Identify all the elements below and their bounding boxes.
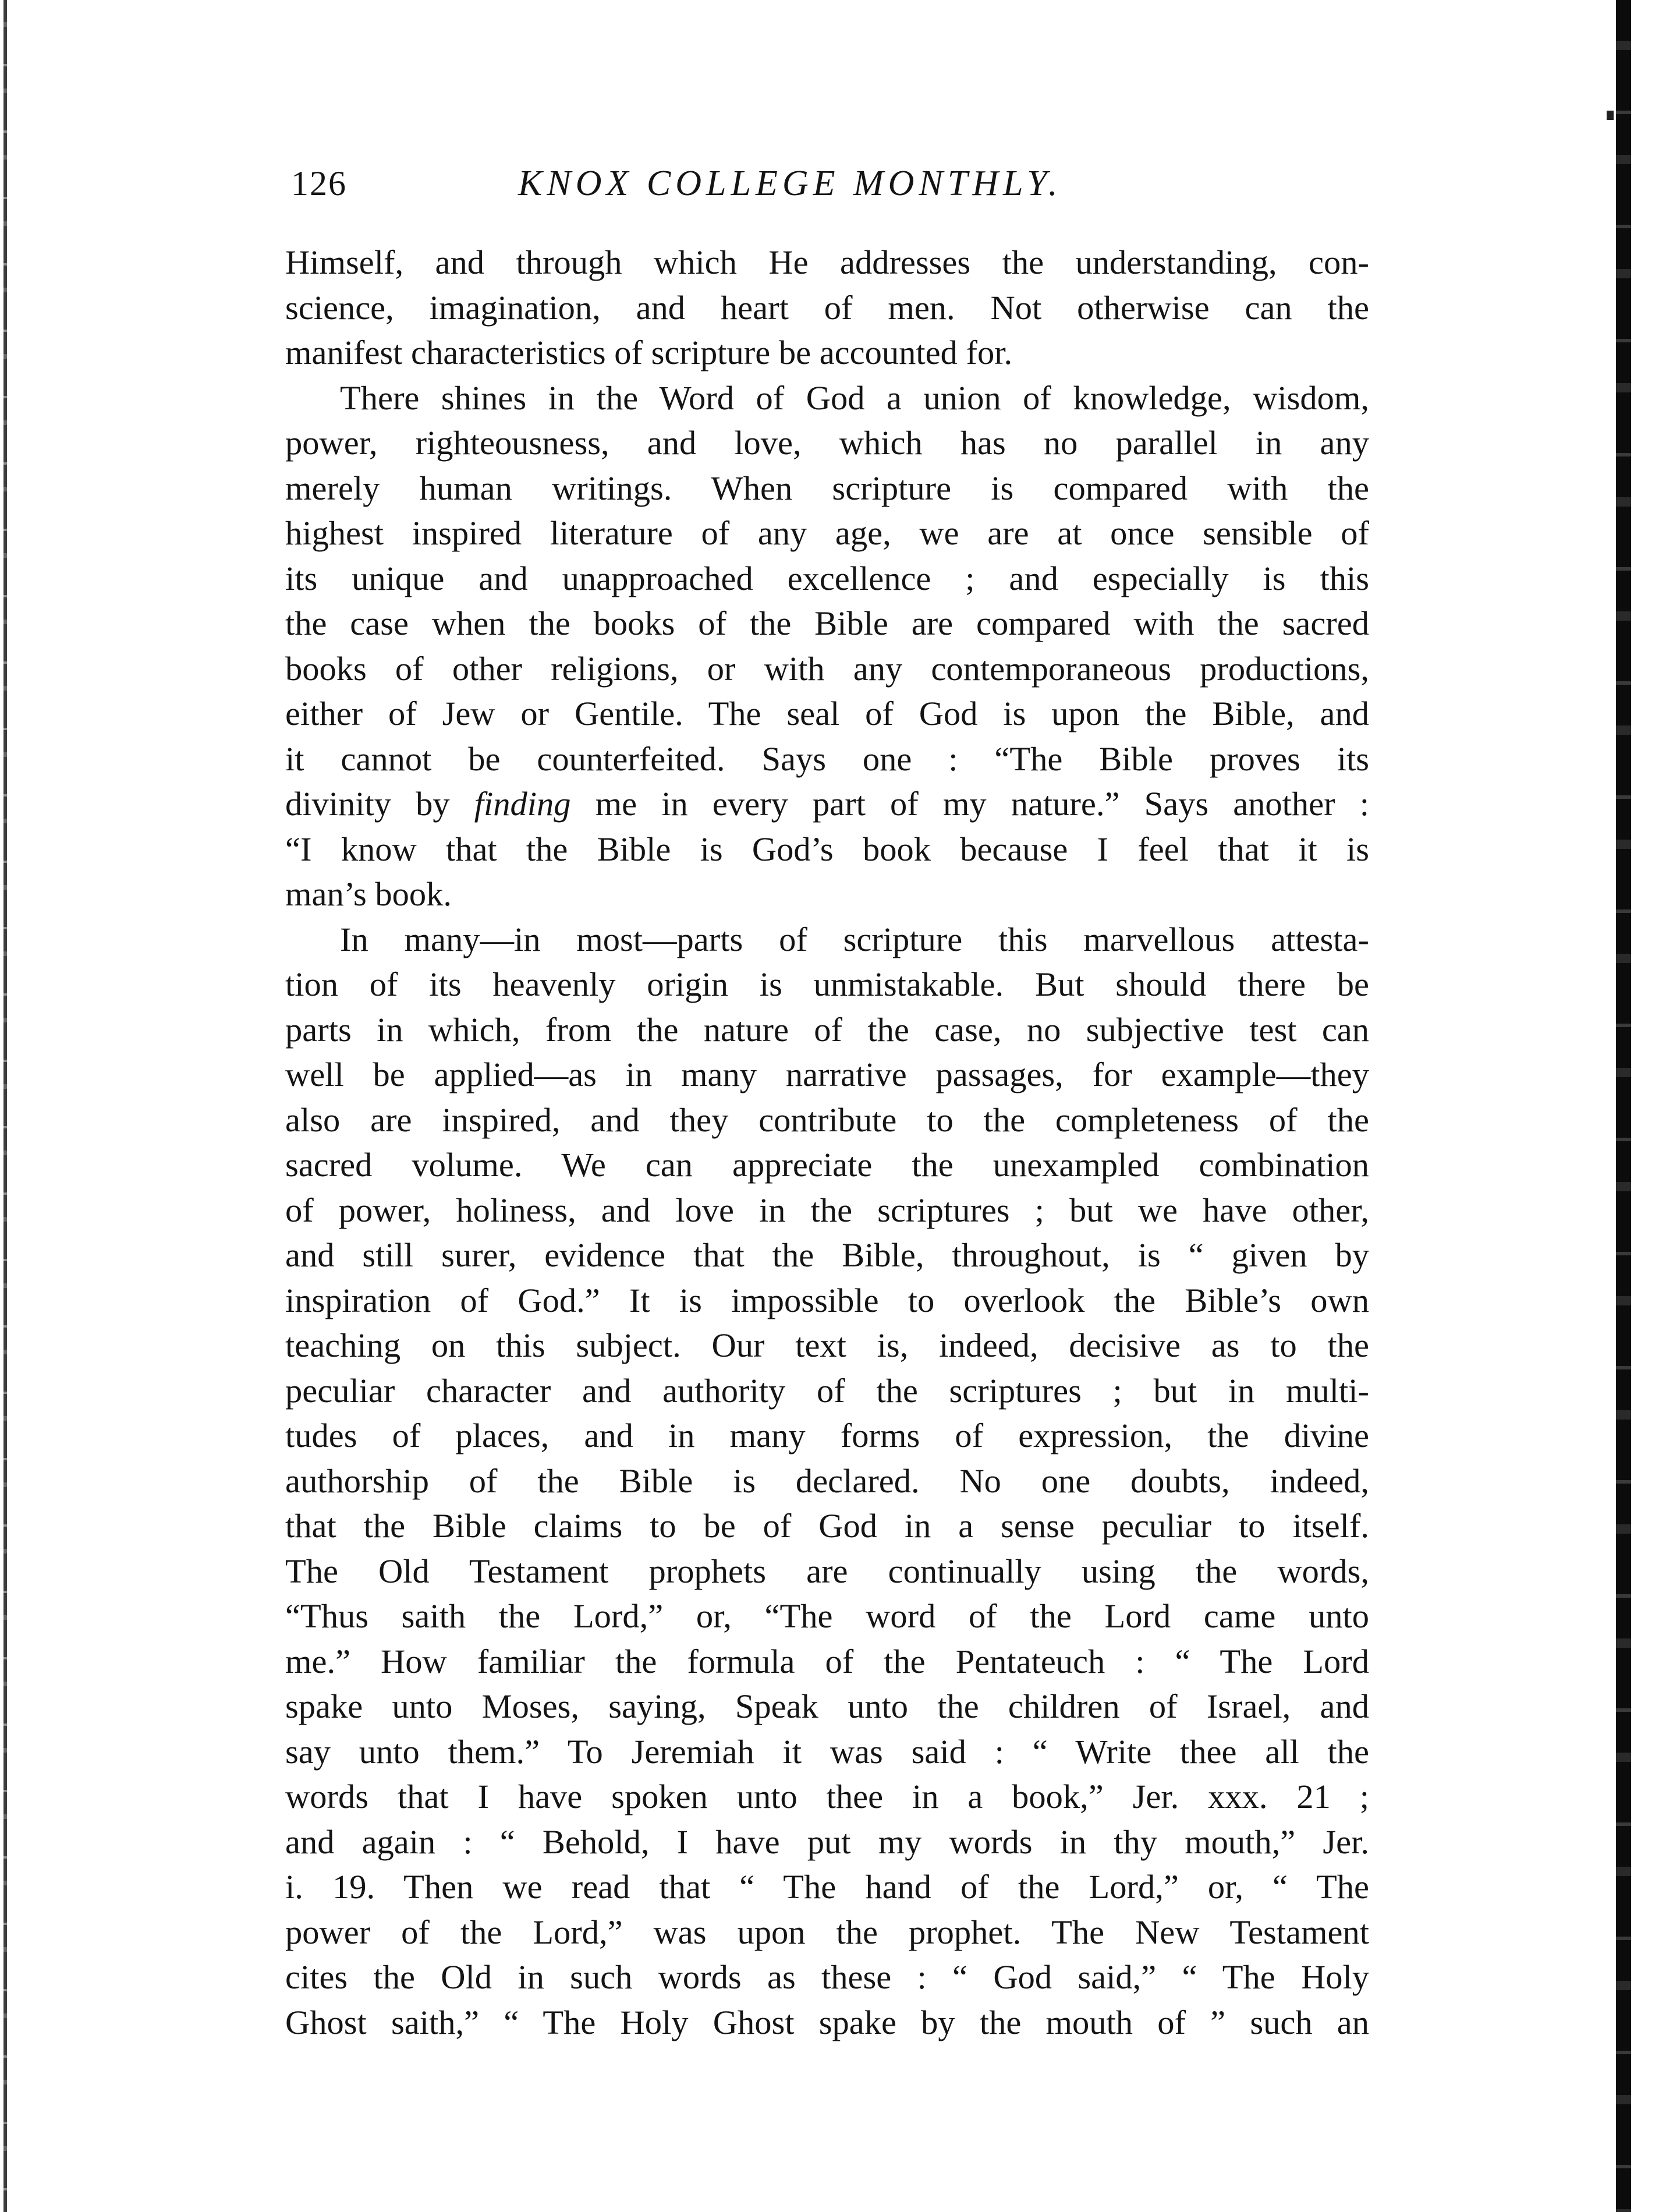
text-line: me.” How familiar the formula of the Pentateuch : “ The Lord xyxy=(285,1642,1369,1680)
text-line: words that I have spoken unto thee in a book,” Jer. xxx. 21 ; xyxy=(285,1778,1369,1815)
running-header xyxy=(291,157,1374,210)
text-line: of power, holiness, and love in the scriptures ; but we have other, xyxy=(285,1191,1369,1229)
text-line: authorship of the Bible is declared. No one doubts, indeed, xyxy=(285,1461,1369,1500)
scan-edge-fleck xyxy=(1607,111,1614,120)
text-line: books of other religions, or with any contemporaneous productions, xyxy=(285,649,1369,688)
text-line: parts in which, from the nature of the case, no subjective test can xyxy=(285,1010,1369,1049)
text-line: highest inspired literature of any age, we are at once sensible of xyxy=(285,514,1369,552)
text-line: it cannot be counterfeited. Says one : “The Bible proves its xyxy=(285,739,1369,778)
text-line: “Thus saith the Lord,” or, “The word of the Lord came unto xyxy=(285,1597,1369,1635)
page-number: 126 xyxy=(291,164,347,203)
running-title: KNOX COLLEGE MONTHLY. xyxy=(518,164,1062,203)
text-line: peculiar character and authority of the scriptures ; but in multi- xyxy=(285,1371,1369,1410)
text-line: inspiration of God.” It is impossible to overlook the Bible’s own xyxy=(285,1281,1369,1319)
text-line: i. 19. Then we read that “ The hand of the Lord,” or, “ The xyxy=(285,1868,1369,1906)
scan-edge-right xyxy=(1616,0,1631,2212)
text-line: tudes of places, and in many forms of expression, the divine xyxy=(285,1417,1369,1454)
italic-word: finding xyxy=(474,785,571,823)
text-fragment: me in every part of my nature.” Says another : xyxy=(570,785,1369,823)
text-line: Ghost saith,” “ The Holy Ghost spake by the mouth of ” such an xyxy=(285,2003,1369,2041)
text-line: well be applied—as in many narrative passages, for example—they xyxy=(285,1056,1369,1093)
text-line: the case when the books of the Bible are compared with the sacred xyxy=(285,604,1369,642)
text-line: its unique and unapproached excellence ; and especially is this xyxy=(285,559,1369,597)
text-line: There shines in the Word of God a union of knowledge, wisdom, xyxy=(340,378,1369,417)
text-line: sacred volume. We can appreciate the unexampled combination xyxy=(285,1146,1369,1184)
text-line: spake unto Moses, saying, Speak unto the children of Israel, and xyxy=(285,1687,1369,1725)
scan-edge-left xyxy=(3,0,7,2212)
text-line: say unto them.” To Jeremiah it was said : “ Write thee all the xyxy=(285,1732,1369,1771)
text-line: that the Bible claims to be of God in a sense peculiar to itself. xyxy=(285,1507,1369,1545)
text-line: either of Jew or Gentile. The seal of God is upon the Bible, and xyxy=(285,695,1369,732)
text-line: power, righteousness, and love, which has no parallel in any xyxy=(285,424,1369,462)
text-line: cites the Old in such words as these : “ God said,” “ The Holy xyxy=(285,1958,1369,1996)
text-line: The Old Testament prophets are continually using the words, xyxy=(285,1552,1369,1590)
text-line: “I know that the Bible is God’s book because I feel that it is xyxy=(285,830,1369,868)
text-line: Himself, and through which He addresses the understanding, con- xyxy=(285,243,1369,281)
text-line: tion of its heavenly origin is unmistakable. But should there be xyxy=(285,965,1369,1003)
text-line: also are inspired, and they contribute to the completeness of the xyxy=(285,1100,1369,1139)
text-line xyxy=(285,781,1369,827)
text-line: In many—in most—parts of scripture this marvellous attesta- xyxy=(340,920,1369,958)
text-line: man’s book. xyxy=(285,875,452,913)
text-fragment: divinity by xyxy=(285,785,474,823)
text-line: merely human writings. When scripture is compared with the xyxy=(285,469,1369,507)
text-line: science, imagination, and heart of men. Not otherwise can the xyxy=(285,288,1369,327)
text-line: and still surer, evidence that the Bible, throughout, is “ given by xyxy=(285,1236,1369,1274)
text-line: manifest characteristics of scripture be accounted for. xyxy=(285,334,1013,371)
text-line: teaching on this subject. Our text is, indeed, decisive as to the xyxy=(285,1326,1369,1364)
text-line: power of the Lord,” was upon the prophet. The New Testament xyxy=(285,1913,1369,1951)
body-text xyxy=(285,240,1369,2045)
text-line: and again : “ Behold, I have put my words in thy mouth,” Jer. xyxy=(285,1822,1369,1861)
